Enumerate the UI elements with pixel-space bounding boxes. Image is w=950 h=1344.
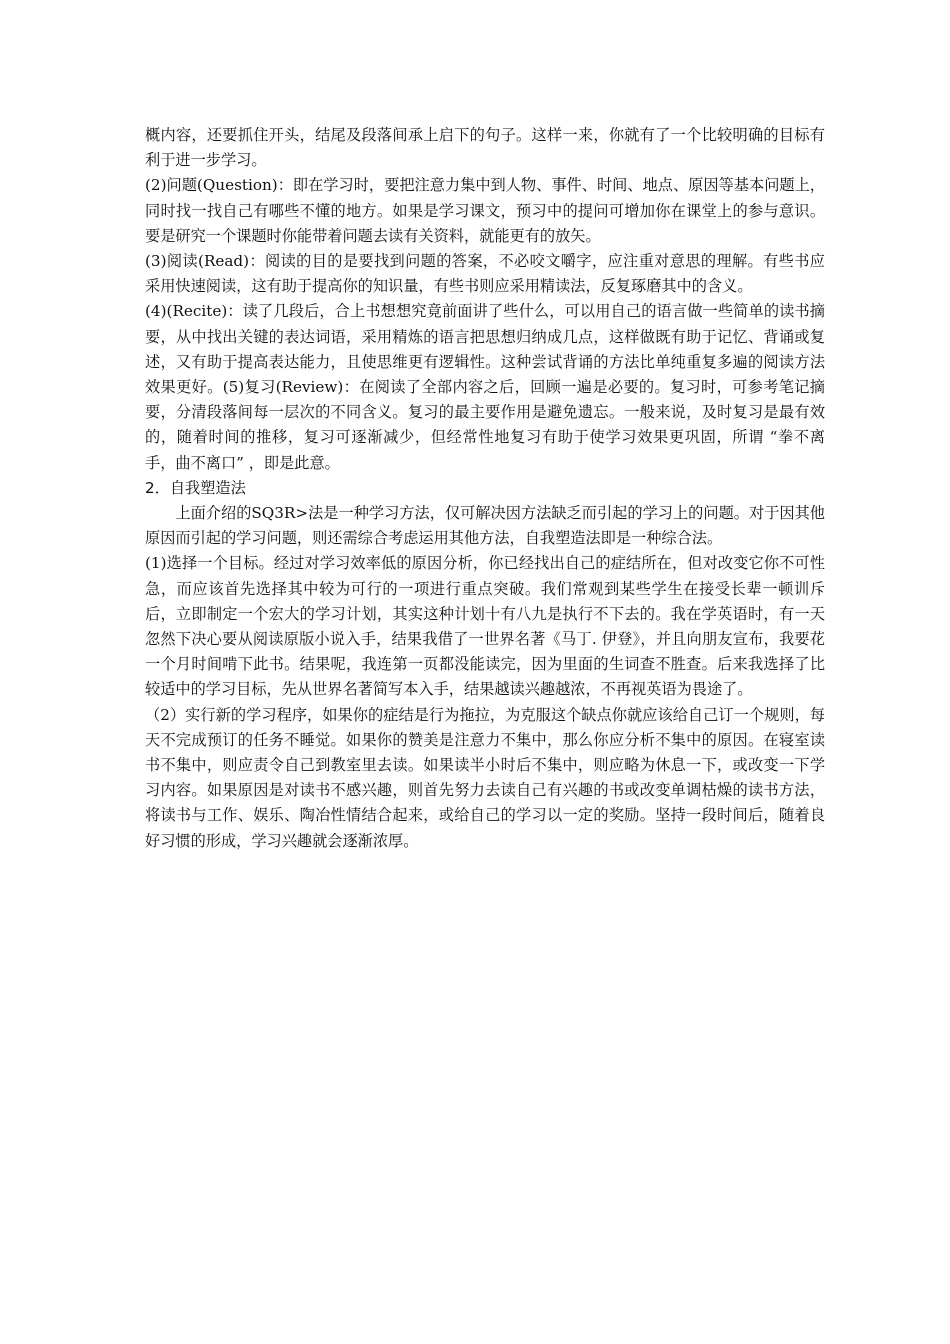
paragraph-question-step: (2)问题(Question)：即在学习时，要把注意力集中到人物、事件、时间、地点、原因等基本问题上，同时找一找自己有哪些不懂的地方。如果是学习课文，预习中的提问可增加你在课堂上的参与意识。要是研究一个课题时你能带着问题去读有关资料，就能更有的放矢。 — [145, 176, 825, 245]
document-body — [145, 123, 825, 854]
paragraph-read-step: (3)阅读(Read)：阅读的目的是要找到问题的答案，不必咬文嚼字，应注重对意思的理解。有些书应采用快速阅读，这有助于提高你的知识量，有些书则应采用精读法，反复琢磨其中的含义。 — [145, 252, 825, 296]
paragraph-choose-goal: (1)选择一个目标。经过对学习效率低的原因分析，你已经找出自己的症结所在，但对改变它你不可性急，而应该首先选择其中较为可行的一项进行重点突破。我们常观到某些学生在接受长辈一顿训斥后，立即制定一个宏大的学习计划，其实这种计划十有八九是执行不下去的。我在学英语时，有一天忽然下决心要从阅读原版小说入手，结果我借了一世界名著《马丁. 伊登》，并且向朋友宣布，我要花一个月时间啃下此书。结果呢，我连第一页都没能读完，因为里面的生词查不胜查。后来我选择了比较适中的学习目标，先从世界名著简写本入手，结果越读兴趣越浓，不再视英语为畏途了。 — [145, 554, 825, 699]
paragraph-new-study-routine: （2）实行新的学习程序，如果你的症结是行为拖拉，为克服这个缺点你就应该给自己订一个规则，每天不完成预订的任务不睡觉。如果你的赞美是注意力不集中，那么你应分析不集中的原因。在寝室读书不集中，则应责令自己到教室里去读。如果读半小时后不集中，则应略为休息一下，或改变一下学习内容。如果原因是对读书不感兴趣，则首先努力去读自己有兴趣的书或改变单调枯燥的读书方法，将读书与工作、娱乐、陶冶性情结合起来，或给自己的学习以一定的奖励。坚持一段时间后，随着良好习惯的形成，学习兴趣就会逐渐浓厚。 — [145, 705, 825, 850]
paragraph-recite-review-steps: (4)(Recite)：读了几段后，合上书想想究竟前面讲了些什么，可以用自己的语言做一些简单的读书摘要，从中找出关键的表达词语，采用精炼的语言把思想归纳成几点，这样做既有助于记忆、背诵或复述，又有助于提高表达能力，且使思维更有逻辑性。这种尝试背诵的方法比单纯重复多遍的阅读方法效果更好。(5)复习(Review)：在阅读了全部内容之后，回顾一遍是必要的。复习时，可参考笔记摘要，分清段落间每一层次的不同含义。复习的最主要作用是避免遗忘。一般来说，及时复习是最有效的，随着时间的推移，复习可逐渐减少，但经常性地复习有助于使学习效果更巩固，所谓 “拳不离手，曲不离口” ，即是此意。 — [145, 302, 825, 472]
section-heading-self-shaping: 2．自我塑造法 — [145, 478, 246, 497]
paragraph-self-shaping-intro: 上面介绍的SQ3R>法是一种学习方法，仅可解决因方法缺乏而引起的学习上的问题。对于因其他原因而引起的学习问题，则还需综合考虑运用其他方法，自我塑造法即是一种综合法。 — [145, 504, 825, 548]
paragraph-method-overview: 概内容，还要抓住开头，结尾及段落间承上启下的句子。这样一来，你就有了一个比较明确的目标有利于进一步学习。 — [145, 126, 825, 170]
